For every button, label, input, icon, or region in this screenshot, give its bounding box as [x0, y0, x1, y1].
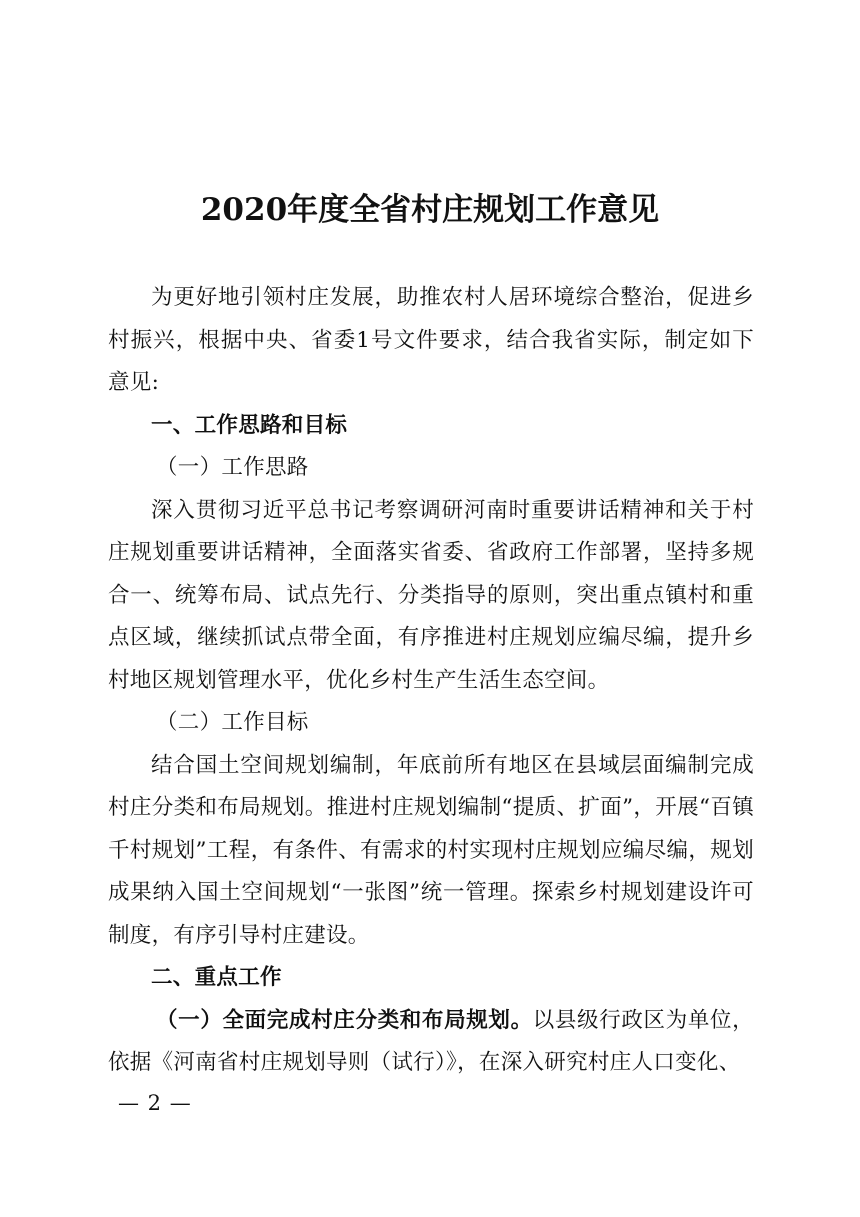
section-heading-1: 一、工作思路和目标	[151, 412, 348, 438]
page-number: — 2 —	[118, 1091, 192, 1115]
paragraph-key-task-1	[108, 1000, 754, 1085]
subsection-heading-1-1: （一）工作思路	[156, 455, 309, 480]
subsection-heading-2-1: （一）全面完成村庄分类和布局规划。	[156, 1007, 533, 1033]
paragraph-work-goals: 结合国土空间规划编制，年底前所有地区在县域层面编制完成村庄分类和布局规划。推进村庄规划编制“提质、扩面”，开展“百镇千村规划”工程，有条件、有需求的村实现村庄规划应编尽编，规划成果纳入国土空间规划“一张图”统一管理。探索乡村规划建设许可制度，有序引导村庄建设。	[108, 752, 754, 948]
intro-paragraph: 为更好地引领村庄发展，助推农村人居环境综合整治，促进乡村振兴，根据中央、省委1号文件要求，结合我省实际，制定如下意见:	[108, 285, 754, 395]
key-task-1-text: 以县级行政区为单位，依据《河南省村庄规划导则（试行）》，在深入研究村庄人口变化、	[108, 1007, 754, 1075]
section-heading-2: 二、重点工作	[151, 965, 282, 990]
document-title: 2020年度全省村庄规划工作意见	[200, 192, 660, 228]
paragraph-work-approach: 深入贯彻习近平总书记考察调研河南时重要讲话精神和关于村庄规划重要讲话精神，全面落实省委、省政府工作部署，坚持多规合一、统筹布局、试点先行、分类指导的原则，突出重点镇村和重点区域，继续抓试点带全面，有序推进村庄规划应编尽编，提升乡村地区规划管理水平，优化乡村生产生活生态空间。	[108, 497, 754, 693]
subsection-heading-1-2: （二）工作目标	[156, 710, 309, 735]
document-body	[108, 277, 754, 1085]
